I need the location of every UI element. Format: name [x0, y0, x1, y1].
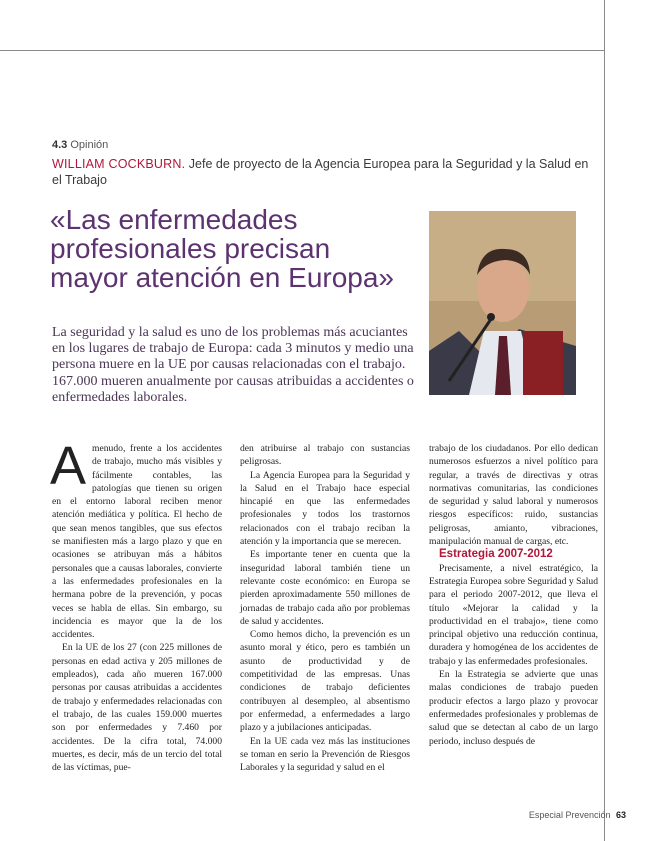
body-column-1: [50, 436, 222, 774]
byline: [52, 156, 597, 188]
paragraph: menudo, frente a los accidentes de trabajo, mucho más visibles y fácilmente contables, las patologías que tienen su origen en el entorno laboral reciben menor atención mediática y política. El hecho de que sean menos tangibles, que sus efectos se manifiesten más a largo plazo y que en ocasiones se atribuyan más a hábitos personales que a causas laborales, convierte a las enfermedades profesionales en la hermana pobre de la prevención, y pocas veces se habla de ellas. Sin embargo, su incidencia es mayor que la de los accidentes.: [52, 443, 222, 641]
subheading: Estrategia 2007-2012: [439, 548, 553, 561]
lead-paragraph: La seguridad y la salud es uno de los problemas más acuciantes en los lugares de trabajo de Europa: cada 3 minutos y medio una persona muere en la UE por causas relacionadas con el trabajo. 167.000 mueren anualmente por causas atribuidas a accidentes o enfermedades laborales.: [52, 325, 414, 405]
author-name: WILLIAM COCKBURN.: [52, 157, 186, 171]
body-column-3: [429, 442, 598, 748]
section-number: 4.3: [52, 139, 68, 151]
paragraph: Es importante tener en cuenta que la inseguridad laboral también tiene un relevante coste económico: en Europa se pierden aproximadamente 550 millones de jornadas de trabajo cada año por problemas de salud y accidentes.: [240, 549, 410, 627]
section-name: Opinión: [70, 139, 109, 151]
paragraph: den atribuirse al trabajo con sustancias peligrosas.: [240, 443, 410, 468]
headline: «Las enfermedades profesionales precisan mayor atención en Europa»: [50, 204, 394, 293]
author-photo: [429, 211, 576, 395]
paragraph: trabajo de los ciudadanos. Por ello dedican numerosos esfuerzos a nivel político para regular, a través de directivas y otras normativas comunitarias, las condiciones de seguridad y salud laboral y numerosos riesgos específicos: ruido, sustancias peligrosas, amianto, vibraciones, manipulación manual de cargas, etc.: [429, 443, 598, 548]
page-number: 63: [615, 810, 626, 820]
author-role: Jefe de proyecto de la Agencia Europea para la Seguridad y la Salud en el Trabajo: [52, 157, 589, 187]
publication-name: Especial Prevención: [528, 810, 611, 820]
paragraph: La Agencia Europea para la Seguridad y la Salud en el Trabajo hace especial hincapié en que las enfermedades profesionales y todos los trastornos relacionados con el trabajo reciban la atención y la importancia que se merecen.: [240, 469, 410, 548]
section-label: [52, 139, 108, 151]
paragraph: Precisamente, a nivel estratégico, la Estrategia Europea sobre Seguridad y Salud para el periodo 2007-2012, que lleva el título «Mejorar la calidad y la productividad en el trabajo», tiene como principal objetivo una reducción continua, duradera y homogénea de los accidentes de trabajo y las enfermedades profesionales.: [429, 562, 598, 667]
side-rule: [604, 0, 605, 841]
paragraph: En la UE cada vez más las instituciones se toman en serio la Prevención de Riesgos Laborales y la seguridad y salud en el: [240, 735, 410, 774]
body-column-2: [240, 442, 410, 774]
paragraph: Como hemos dicho, la prevención es un asunto moral y ético, pero es también un asunto de productividad y de competitividad de las empresas. Unas condiciones de trabajo deficientes contribuyen al desempleo, al absentismo por enfermedad, a enfermedades a largo plazo y a jubilaciones anticipadas.: [240, 629, 410, 734]
drop-cap: A: [50, 436, 87, 496]
portrait-image: [429, 211, 576, 395]
paragraph: En la UE de los 27 (con 225 millones de personas en edad activa y 205 millones de empleados), cada año mueren 167.000 personas por causas atribuidas a accidentes de trabajo y enfermedades relacionadas con el trabajo, de las cuales 159.000 muertes son por enfermedades y 7.460 por accidentes. De la cifra total, 74.000 muertes, es decir, más de un tercio del total de las víctimas, pue-: [52, 642, 222, 774]
page-footer: [529, 810, 626, 820]
paragraph: En la Estrategia se advierte que unas malas condiciones de trabajo pueden producir efectos a largo plazo y provocar enfermedades profesionales y problemas de salud que se detectan al cabo de un largo periodo, incluso después de: [429, 669, 598, 747]
top-rule: [0, 50, 604, 51]
